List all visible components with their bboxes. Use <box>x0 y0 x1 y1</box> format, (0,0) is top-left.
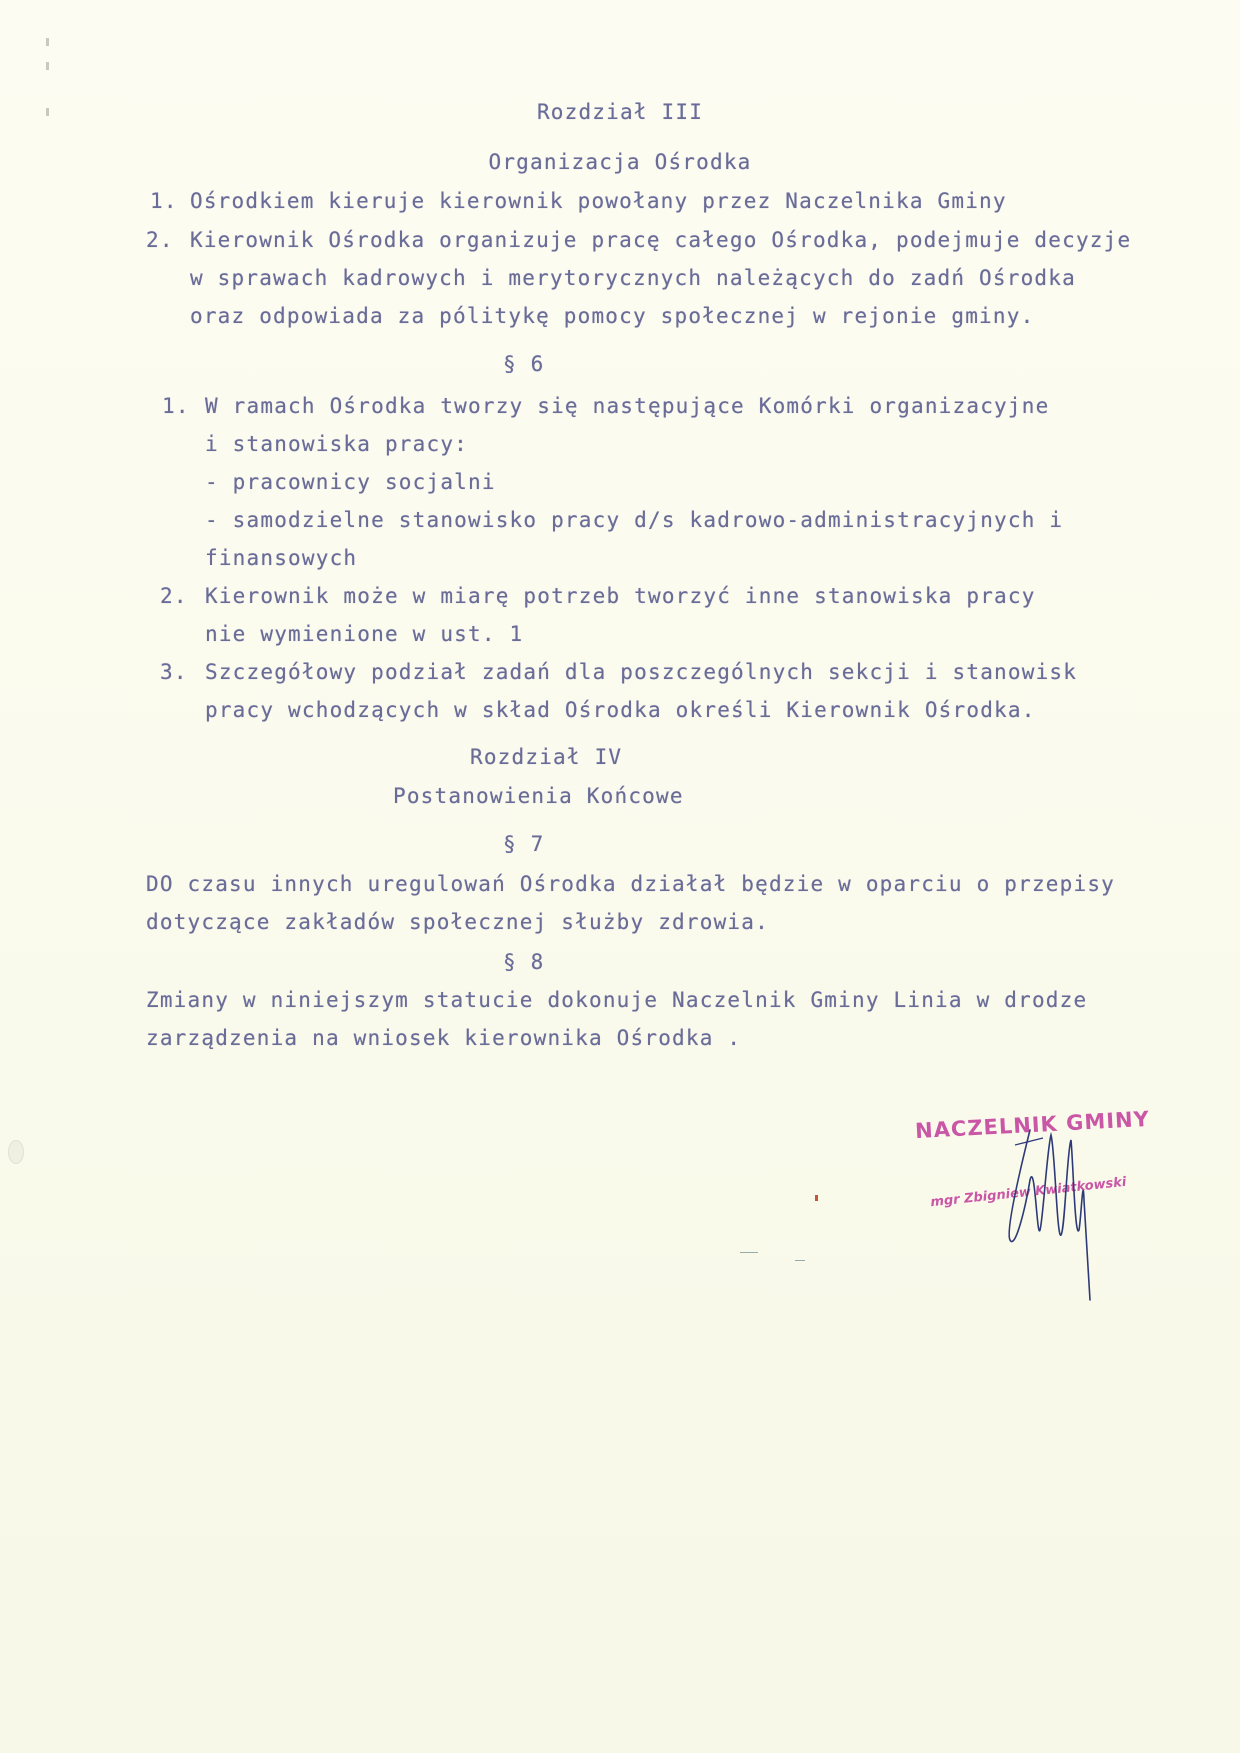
section-heading: § 7 <box>503 832 545 856</box>
item-text: finansowych <box>205 546 358 570</box>
ink-speck <box>740 1252 758 1253</box>
ink-speck <box>795 1260 805 1261</box>
item-text: Ośrodkiem kieruje kierownik powołany przez Naczelnika Gminy <box>190 189 1007 213</box>
edge-mark <box>46 38 49 46</box>
binder-hole <box>8 1140 24 1164</box>
chapter-subheading: Postanowienia Końcowe <box>393 784 684 808</box>
item-number: 1. <box>162 394 190 418</box>
item-text: oraz odpowiada za pólitykę pomocy społecznej w rejonie gminy. <box>190 304 1035 328</box>
handwritten-signature <box>985 1090 1115 1310</box>
item-text: Kierownik Ośrodka organizuje pracę całego Ośrodka, podejmuje decyzje <box>190 228 1132 252</box>
paragraph-line: dotyczące zakładów społecznej służby zdrowia. <box>146 910 769 934</box>
item-text: w sprawach kadrowych i merytorycznych należących do zadń Ośrodka <box>190 266 1076 290</box>
paragraph-line: Zmiany w niniejszym statucie dokonuje Naczelnik Gminy Linia w drodze <box>146 988 1088 1012</box>
stamp-title: NACZELNIK GMINY <box>914 1106 1151 1144</box>
item-text: - samodzielne stanowisko pracy d/s kadrowo-administracyjnych i <box>205 508 1064 532</box>
chapter-heading: Rozdział IV <box>470 745 623 769</box>
item-text: - pracownicy socjalni <box>205 470 496 494</box>
item-text: nie wymienione w ust. 1 <box>205 622 524 646</box>
item-text: pracy wchodzących w skład Ośrodka określi Kierownik Ośrodka. <box>205 698 1036 722</box>
paragraph-line: DO czasu innych uregulowań Ośrodka działał będzie w oparciu o przepisy <box>146 872 1116 896</box>
edge-mark <box>46 62 49 70</box>
chapter-heading: Rozdział III <box>536 100 704 124</box>
item-text: W ramach Ośrodka tworzy się następujące Komórki organizacyjne <box>205 394 1050 418</box>
item-number: 2. <box>146 228 174 252</box>
item-number: 1. <box>150 189 178 213</box>
section-heading: § 6 <box>503 352 545 376</box>
section-heading: § 8 <box>503 950 545 974</box>
item-number: 3. <box>160 660 188 684</box>
item-number: 2. <box>160 584 188 608</box>
paragraph-line: zarządzenia na wniosek kierownika Ośrodka . <box>146 1026 742 1050</box>
item-text: i stanowiska pracy: <box>205 432 469 456</box>
chapter-subheading: Organizacja Ośrodka <box>488 150 752 174</box>
stamp-name: mgr Zbigniew Kwiatkowski <box>929 1174 1128 1211</box>
item-text: Szczegółowy podział zadań dla poszczególnych sekcji i stanowisk <box>205 660 1078 684</box>
ink-speck <box>815 1195 818 1201</box>
item-text: Kierownik może w miarę potrzeb tworzyć inne stanowiska pracy <box>205 584 1036 608</box>
